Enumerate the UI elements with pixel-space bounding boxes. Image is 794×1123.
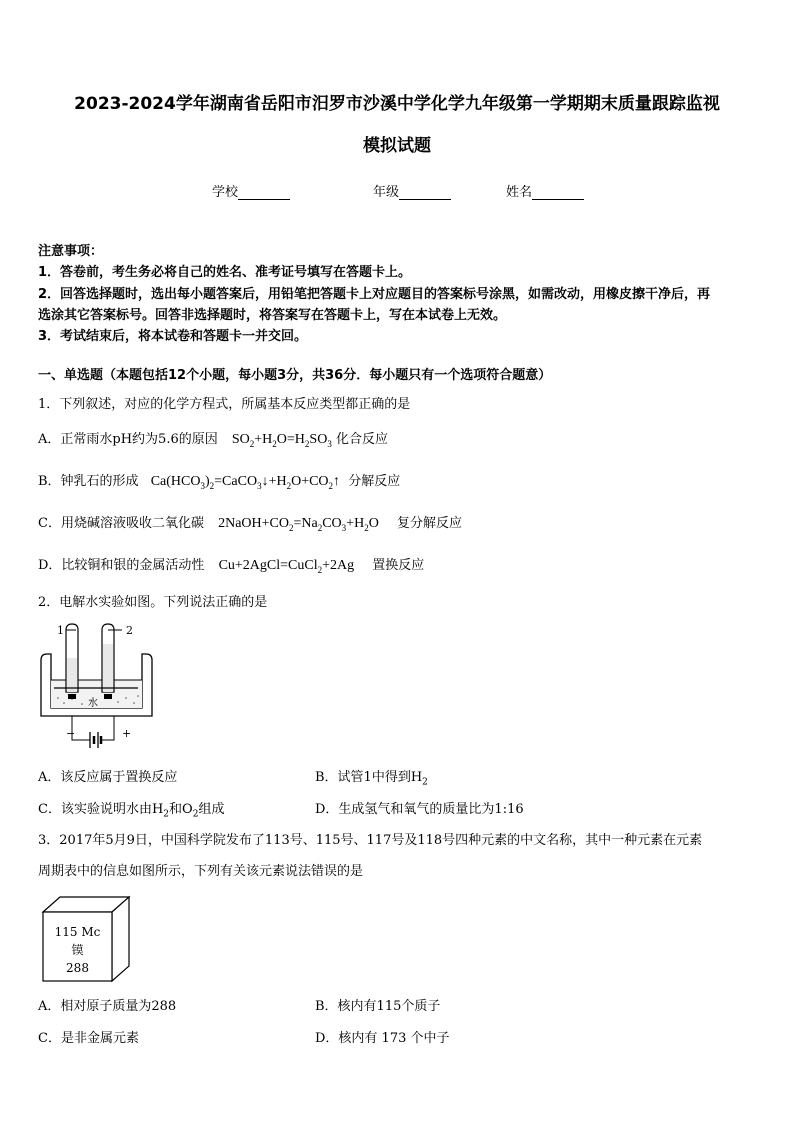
school-field[interactable] [212,181,290,200]
option-label: B．钟乳石的形成 [38,474,139,489]
tube-2-label: 2 [126,624,133,637]
card-side-face [112,897,129,981]
negative-label: − [66,727,76,740]
q3-option-d[interactable]: D．核内有 173 个中子 [315,1031,450,1046]
q2-option-a[interactable]: A．该反应属于置换反应 [38,770,178,785]
notice-heading: 注意事项： [38,244,104,259]
equation: $SO_2+H_2O=H_2SO_3$ [231,432,332,449]
reaction-type: 复分解反应 [396,516,462,531]
notice-item: 3．考试结束后，将本试卷和答题卡一并交回。 [38,329,308,344]
element-card-figure [40,895,132,985]
school-label: 学校 [212,185,239,200]
tube-2-water [103,644,113,692]
option-label: C．用烧碱溶液吸收二氧化碳 [38,516,204,531]
page-title-line2: 模拟试题 [363,136,431,156]
question-3-stem-line2: 周期表中的信息如图所示，下列有关该元素说法错误的是 [38,864,364,879]
q2-option-c[interactable]: C．该实验说明水由$H_2$和$O_2$组成 [38,802,225,820]
q1-option-d[interactable] [38,558,424,578]
grade-field[interactable] [373,181,451,200]
notice-item: 1．答卷前，考生务必将自己的姓名、准考证号填写在答题卡上。 [38,265,412,280]
equation: $2NaOH+CO_2=Na_2CO_3+H_2O$ [218,516,379,533]
name-label: 姓名 [506,185,533,200]
q2-option-d[interactable]: D．生成氢气和氧气的质量比为1:16 [315,802,524,817]
q3-option-a[interactable]: A．相对原子质量为288 [38,999,177,1014]
q3-option-b[interactable]: B．核内有115个质子 [315,999,441,1014]
section-heading: 一、单选题（本题包括12个小题，每小题3分，共36分．每小题只有一个选项符合题意） [38,368,552,383]
equation: Cu+2AgCl=CuCl$_2$+2Ag [218,558,355,575]
tube-1-label: 1 [57,624,64,637]
notice-item: 选涂其它答案标号。回答非选择题时，将答案写在答题卡上，写在本试卷上无效。 [38,308,507,323]
grade-label: 年级 [373,185,400,200]
electrode-1 [68,694,76,699]
tube-1-water [67,658,77,692]
q1-option-b[interactable] [38,474,400,494]
equation: $Ca(HCO_3)_2=CaCO_3↓+H_2O+CO_2↑$ [150,474,341,491]
question-1-stem: 1．下列叙述，对应的化学方程式，所属基本反应类型都正确的是 [38,397,411,412]
option-text: B．试管1中得到H [315,770,423,785]
reaction-type: 分解反应 [348,474,401,489]
water-label: 水 [88,698,98,709]
reaction-type: 置换反应 [372,558,425,573]
element-number-symbol: 115 Mc [54,925,101,939]
electrode-2 [104,694,112,699]
option-text: 组成 [198,802,225,817]
option-text: C．该实验说明水由H [38,802,164,817]
q3-option-c[interactable]: C．是非金属元素 [38,1031,139,1046]
q1-option-c[interactable] [38,516,462,536]
notice-item: 2．回答选择题时，选出每小题答案后，用铅笔把答题卡上对应题目的答案标号涂黑，如需改动，用橡皮擦干净后，再 [38,287,711,302]
option-text: 和O [169,802,193,817]
page-title: 2023-2024学年湖南省岳阳市汨罗市沙溪中学化学九年级第一学期期末质量跟踪监视 [74,94,720,114]
q2-option-b[interactable]: B．试管1中得到$H_2$ [315,770,428,788]
positive-label: + [122,727,132,740]
question-2-stem: 2．电解水实验如图。下列说法正确的是 [38,595,268,610]
option-label: D．比较铜和银的金属活动性 [38,558,205,573]
question-3-stem-line1: 3．2017年5月9日，中国科学院发布了113号、115号、117号及118号四种元素的中文名称，其中一种元素在元素 [38,833,703,848]
element-name: 镆 [71,943,84,957]
reaction-type: 化合反应 [335,432,388,447]
q1-option-a[interactable] [38,432,388,452]
name-field[interactable] [506,181,584,200]
element-mass: 288 [66,961,89,975]
electrolysis-apparatus-figure [38,620,158,752]
option-label: A．正常雨水pH约为5.6的原因 [38,432,218,447]
